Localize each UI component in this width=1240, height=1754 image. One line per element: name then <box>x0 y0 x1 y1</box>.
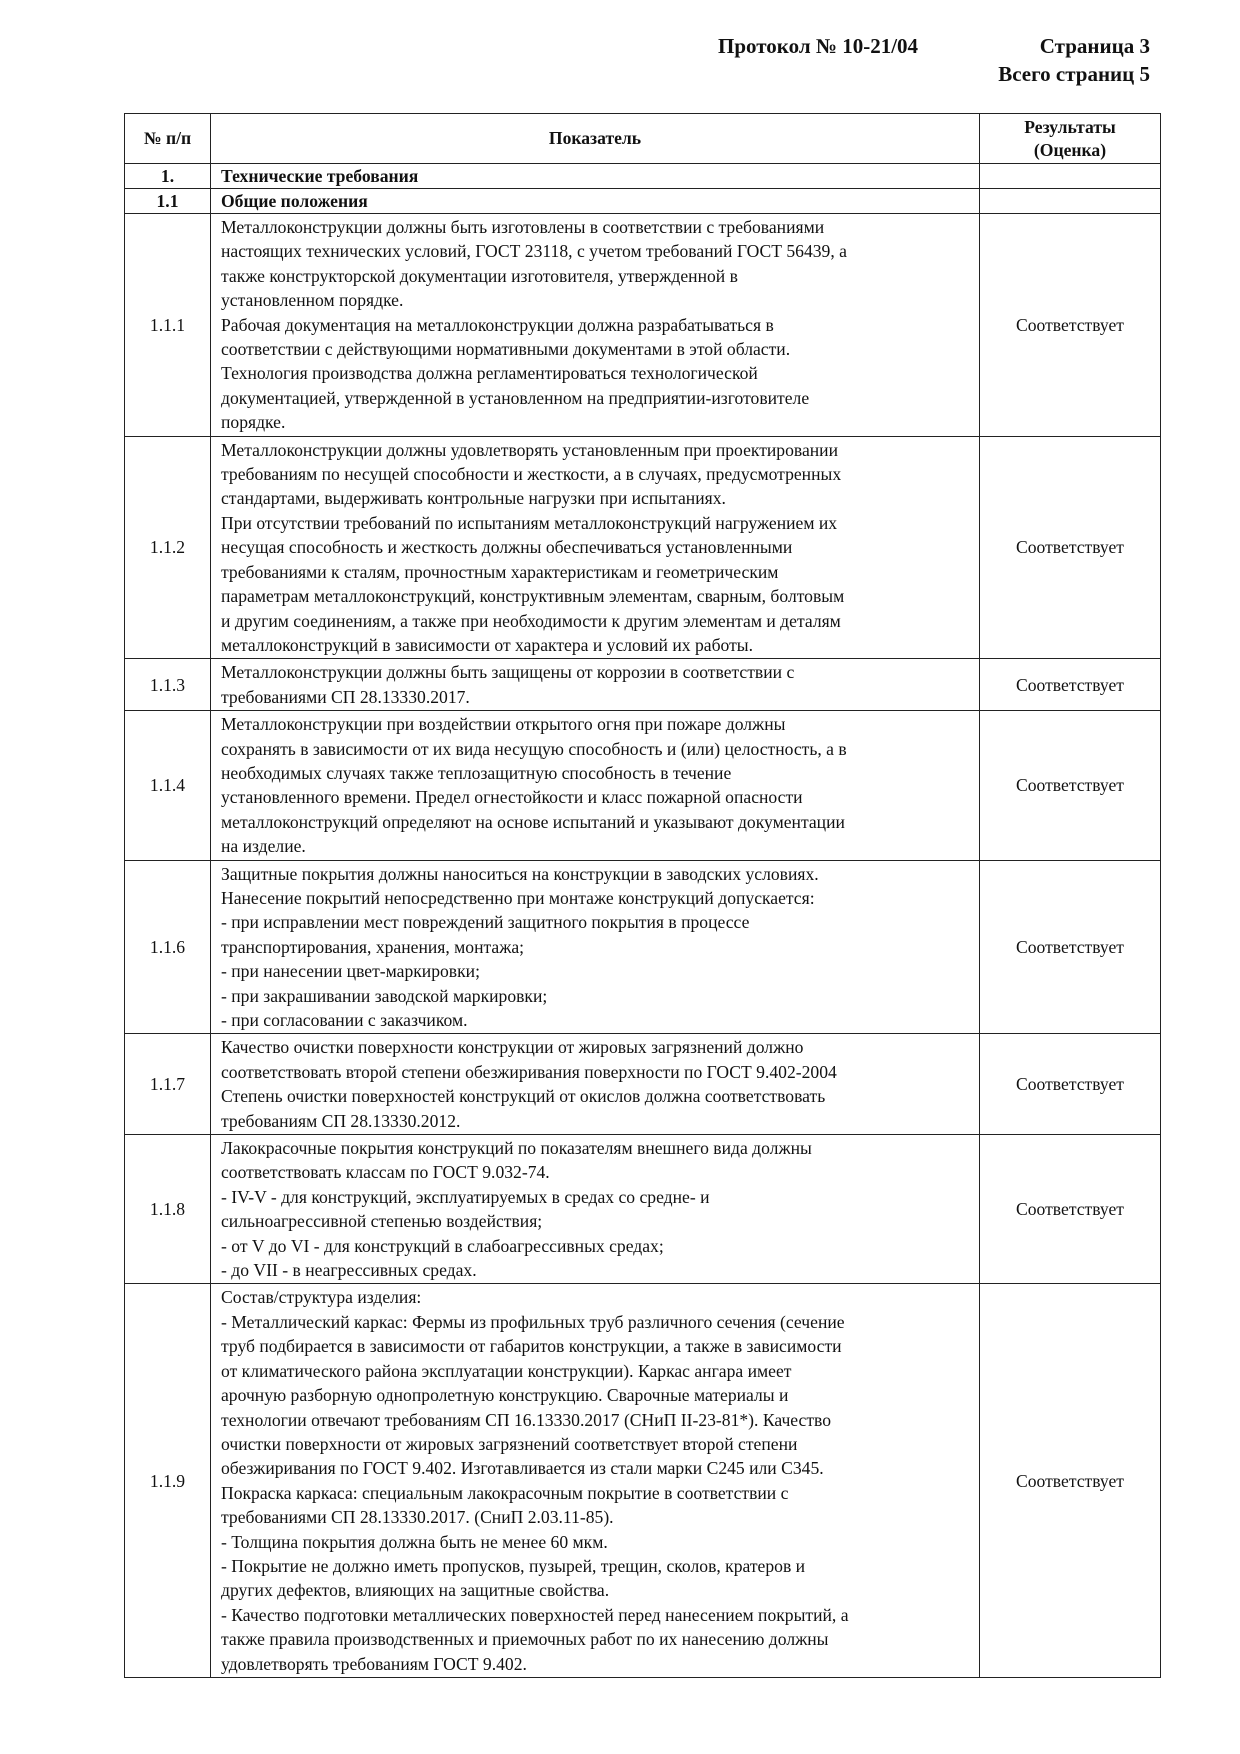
requirement-line: Состав/структура изделия: <box>221 1287 422 1308</box>
section-row <box>125 164 1161 189</box>
result-value: Соответствует <box>980 436 1161 659</box>
row-number: 1.1.4 <box>125 711 211 860</box>
requirement-text <box>211 1135 980 1284</box>
table-row <box>125 659 1161 711</box>
row-number: 1.1.8 <box>125 1135 211 1284</box>
requirement-line: - Качество подготовки металлических поверхностей перед нанесением покрытий, а <box>221 1604 849 1625</box>
requirement-line: металлоконструкций в зависимости от характера и условий их работы. <box>221 634 754 655</box>
requirement-line: - при согласовании с заказчиком. <box>221 1010 468 1030</box>
requirement-line: требованиями СП 28.13330.2017. (СниП 2.03.11-85). <box>221 1507 614 1528</box>
row-number: 1.1.9 <box>125 1284 211 1678</box>
requirement-line: установленного времени. Предел огнестойкости и класс пожарной опасности <box>221 787 803 808</box>
result-value: Соответствует <box>980 214 1161 437</box>
section-result-cell <box>980 164 1161 189</box>
total-pages: Всего страниц 5 <box>998 62 1150 86</box>
requirement-line: также правила производственных и приемочных работ по их нанесению должны <box>221 1629 829 1650</box>
requirement-line: несущая способность и жесткость должны обеспечиваться установленными <box>221 537 793 558</box>
result-value: Соответствует <box>980 711 1161 860</box>
subsection-number: 1.1 <box>125 189 211 214</box>
requirement-line: необходимых случаях также теплозащитную способность в течение <box>221 762 732 783</box>
section-title: Технические требования <box>211 164 980 189</box>
requirement-line: Рабочая документация на металлоконструкции должна разрабатываться в <box>221 314 774 335</box>
table-row <box>125 1284 1161 1678</box>
requirement-line: - Толщина покрытия должна быть не менее 60 мкм. <box>221 1531 608 1552</box>
column-header-indicator: Показатель <box>211 114 980 164</box>
requirement-line: сильноагрессивной степенью воздействия; <box>221 1211 543 1232</box>
protocol-table <box>124 113 1161 1678</box>
row-number: 1.1.3 <box>125 659 211 711</box>
page-number: Страница 3 <box>1039 34 1150 58</box>
requirement-line: труб подбирается в зависимости от габаритов конструкции, а также в зависимости <box>221 1336 842 1357</box>
table-row <box>125 711 1161 860</box>
requirement-line: стандартами, выдерживать контрольные нагрузки при испытаниях. <box>221 488 726 509</box>
requirement-line: удовлетворять требованиям ГОСТ 9.402. <box>221 1653 527 1674</box>
column-header-result <box>980 114 1161 164</box>
table-row <box>125 436 1161 659</box>
requirement-line: транспортирования, хранения, монтажа; <box>221 936 525 957</box>
requirement-line: Технология производства должна регламентироваться технологической <box>221 363 758 384</box>
subsection-row <box>125 189 1161 214</box>
result-value: Соответствует <box>980 1034 1161 1135</box>
table-row <box>125 860 1161 1034</box>
row-number: 1.1.6 <box>125 860 211 1034</box>
result-value: Соответствует <box>980 1284 1161 1678</box>
subsection-title: Общие положения <box>211 189 980 214</box>
requirement-line: - IV-V - для конструкций, эксплуатируемых в средах со средне- и <box>221 1186 710 1207</box>
requirement-line: требованиями СП 28.13330.2017. <box>221 686 470 707</box>
requirement-text <box>211 860 980 1034</box>
requirement-line: требованиям по несущей способности и жесткости, а в случаях, предусмотренных <box>221 464 842 485</box>
requirement-line: арочную разборную однопролетную конструкцию. Сварочные материалы и <box>221 1385 789 1406</box>
requirement-text <box>211 711 980 860</box>
requirement-line: Металлоконструкции при воздействии открытого огня при пожаре должны <box>221 714 786 735</box>
requirement-text <box>211 436 980 659</box>
result-value: Соответствует <box>980 1135 1161 1284</box>
requirement-line: Лакокрасочные покрытия конструкций по показателям внешнего вида должны <box>221 1138 812 1159</box>
requirement-line: Защитные покрытия должны наноситься на конструкции в заводских условиях. <box>221 863 819 884</box>
result-value: Соответствует <box>980 659 1161 711</box>
requirement-line: и другим соединениям, а также при необходимости к другим элементам и деталям <box>221 610 841 631</box>
requirement-line: также конструкторской документации изготовителя, утвержденной в <box>221 265 738 286</box>
requirement-line: - при закрашивании заводской маркировки; <box>221 985 548 1006</box>
requirement-text <box>211 1284 980 1678</box>
requirement-line: порядке. <box>221 412 286 433</box>
column-header-result-line2: (Оценка) <box>1033 139 1107 160</box>
requirement-line: установленном порядке. <box>221 290 404 311</box>
requirement-text <box>211 214 980 437</box>
requirement-line: - при исправлении мест повреждений защитного покрытия в процессе <box>221 912 750 933</box>
requirement-line: от климатического района эксплуатации конструкции). Каркас ангара имеет <box>221 1360 792 1381</box>
requirement-line: Качество очистки поверхности конструкции от жировых загрязнений должно <box>221 1037 804 1058</box>
table-row <box>125 1135 1161 1284</box>
row-number: 1.1.1 <box>125 214 211 437</box>
requirement-line: - Покрытие не должно иметь пропусков, пузырей, трещин, сколов, кратеров и <box>221 1555 806 1576</box>
requirement-line: - при нанесении цвет-маркировки; <box>221 961 480 982</box>
requirement-line: соответствии с действующими нормативными документами в этой области. <box>221 339 791 360</box>
column-header-num: № п/п <box>125 114 211 164</box>
requirement-line: металлоконструкций определяют на основе испытаний и указывают документации <box>221 811 845 832</box>
requirement-line: - Металлический каркас: Фермы из профильных труб различного сечения (сечение <box>221 1311 845 1332</box>
row-number: 1.1.2 <box>125 436 211 659</box>
requirement-line: технологии отвечают требованиям СП 16.13330.2017 (СНиП II-23-81*). Качество <box>221 1409 832 1430</box>
table-header-row <box>125 114 1161 164</box>
requirement-line: на изделие. <box>221 836 306 857</box>
requirement-line: Металлоконструкции должны быть защищены от коррозии в соответствии с <box>221 662 795 683</box>
requirement-line: При отсутствии требований по испытаниям металлоконструкций нагружением их <box>221 512 838 533</box>
page-header <box>0 32 1240 92</box>
requirement-line: документацией, утвержденной в установленном на предприятии-изготовителе <box>221 387 810 408</box>
requirement-line: сохранять в зависимости от их вида несущую способность и (или) целостность, а в <box>221 738 847 759</box>
requirement-line: требованиям СП 28.13330.2012. <box>221 1110 461 1131</box>
requirement-line: Металлоконструкции должны удовлетворять установленным при проектировании <box>221 439 839 460</box>
section-number: 1. <box>125 164 211 189</box>
requirement-line: - от V до VI - для конструкций в слабоагрессивных средах; <box>221 1235 664 1256</box>
row-number: 1.1.7 <box>125 1034 211 1135</box>
requirement-line: Нанесение покрытий непосредственно при монтаже конструкций допускается: <box>221 887 815 908</box>
requirement-line: соответствовать классам по ГОСТ 9.032-74. <box>221 1162 550 1183</box>
protocol-number: Протокол № 10-21/04 <box>718 34 919 58</box>
requirement-line: параметрам металлоконструкций, конструктивным элементам, сварным, болтовым <box>221 586 845 607</box>
column-header-result-line1: Результаты <box>1024 116 1116 137</box>
requirement-line: обезжиривания по ГОСТ 9.402. Изготавливается из стали марки С245 или С345. <box>221 1458 824 1479</box>
requirement-line: требованиями к сталям, прочностным характеристикам и геометрическим <box>221 561 779 582</box>
requirement-line: соответствовать второй степени обезжиривания поверхности по ГОСТ 9.402-2004 <box>221 1061 837 1082</box>
requirement-line: очистки поверхности от жировых загрязнений соответствует второй степени <box>221 1433 798 1454</box>
page-info <box>998 32 1150 88</box>
requirement-line: других дефектов, влияющих на защитные свойства. <box>221 1580 610 1601</box>
requirement-line: - до VII - в неагрессивных средах. <box>221 1260 477 1281</box>
requirement-line: Металлоконструкции должны быть изготовлены в соответствии с требованиями <box>221 217 825 237</box>
subsection-result-cell <box>980 189 1161 214</box>
requirement-text <box>211 1034 980 1135</box>
result-value: Соответствует <box>980 860 1161 1034</box>
requirement-line: Покраска каркаса: специальным лакокрасочным покрытие в соответствии с <box>221 1482 789 1503</box>
table-row <box>125 214 1161 437</box>
table-row <box>125 1034 1161 1135</box>
requirement-line: Степень очистки поверхностей конструкций от окислов должна соответствовать <box>221 1086 826 1107</box>
requirement-line: настоящих технических условий, ГОСТ 23118, с учетом требований ГОСТ 56439, а <box>221 241 847 262</box>
requirement-text <box>211 659 980 711</box>
